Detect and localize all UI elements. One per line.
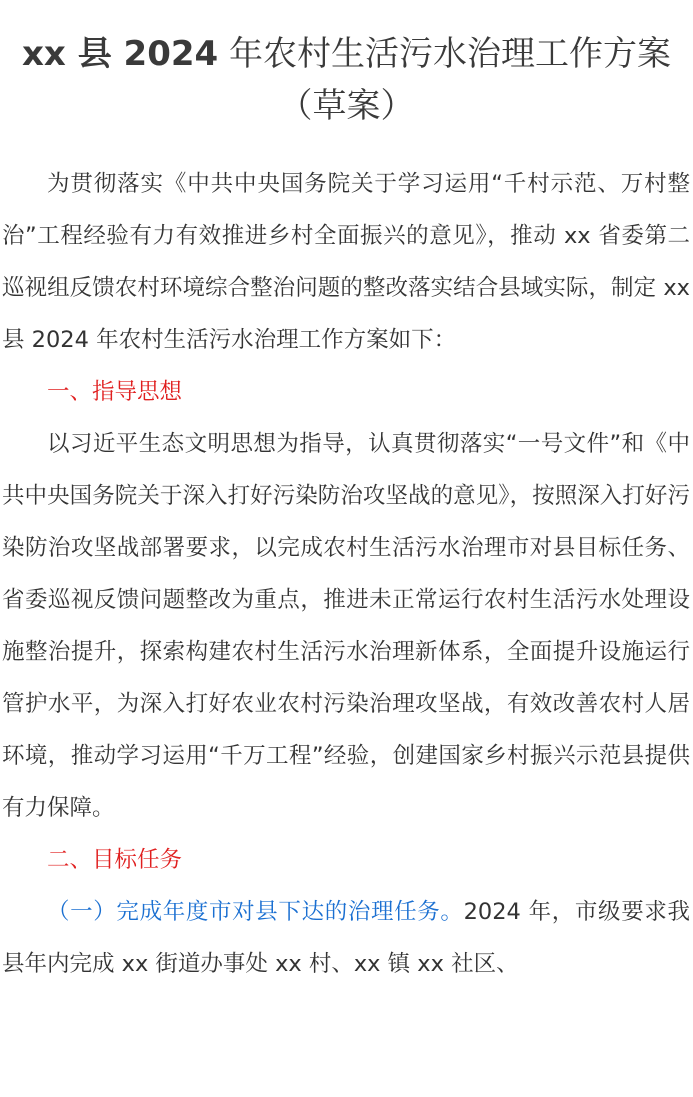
title-line-2: （草案） (278, 86, 415, 126)
document-body (2, 158, 690, 990)
document-title (0, 28, 693, 132)
section-2-sub-1-label: （一）完成年度市对县下达的治理任务。 (47, 899, 464, 925)
section-2-sub-1-text: 2024 年，市级要求我县年内完成 xx 街道办事处 xx 村、xx 镇 xx 社区、 (2, 899, 690, 977)
section-2-heading: 二、目标任务 (47, 847, 183, 873)
intro-paragraph: 为贯彻落实《中共中央国务院关于学习运用“千村示范、万村整治”工程经验有力有效推进乡村全面振兴的意见》，推动 xx 省委第二巡视组反馈农村环境综合整治问题的整改落实结合县域实际，制定 xx 县 2024 年农村生活污水治理工作方案如下： (2, 171, 690, 353)
section-2-sub-1-paragraph (2, 886, 690, 990)
title-prefix: xx 县 (22, 34, 124, 74)
title-year: 2024 (123, 34, 219, 74)
section-1-paragraph: 以习近平生态文明思想为指导，认真贯彻落实“一号文件”和《中共中央国务院关于深入打好污染防治攻坚战的意见》，按照深入打好污染防治攻坚战部署要求，以完成农村生活污水治理市对县目标任务、省委巡视反馈问题整改为重点，推进未正常运行农村生活污水处理设施整治提升，探索构建农村生活污水治理新体系，全面提升设施运行管护水平，为深入打好农业农村污染治理攻坚战，有效改善农村人居环境，推动学习运用“千万工程”经验，创建国家乡村振兴示范县提供有力保障。 (2, 431, 690, 821)
title-line-1 (22, 34, 671, 74)
title-rest: 年农村生活污水治理工作方案 (218, 34, 671, 74)
section-1-heading: 一、指导思想 (47, 379, 183, 405)
